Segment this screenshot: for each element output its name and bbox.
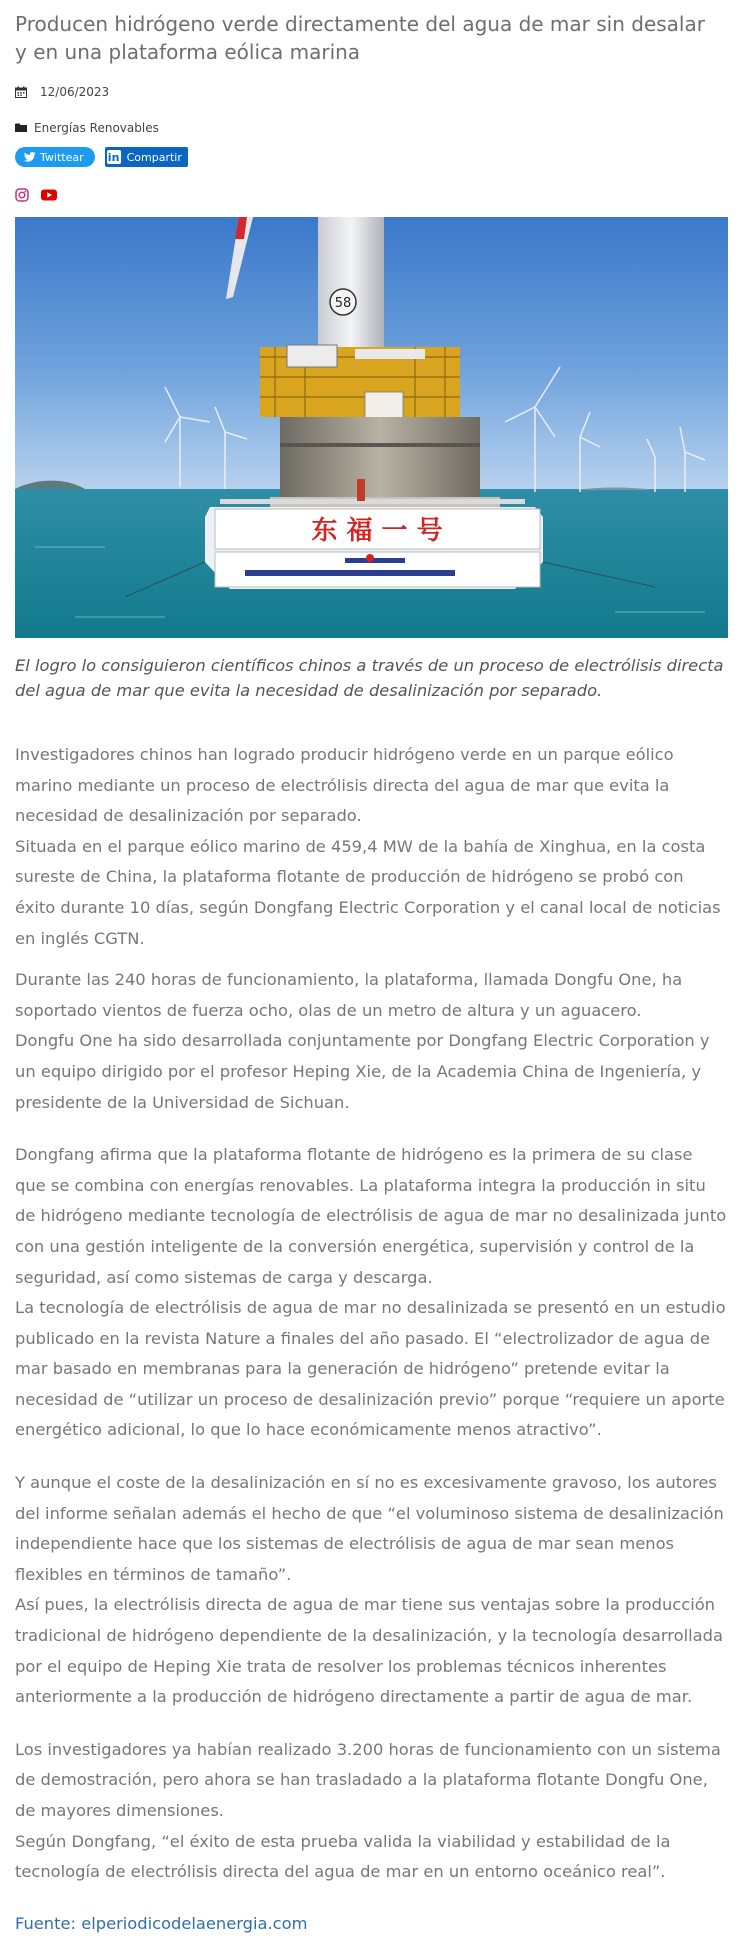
twitter-bird-icon — [24, 152, 36, 162]
paragraph: La tecnología de electrólisis de agua de mar no desalinizada se presentó en un estudio publicado en la revista Nature a finales del año pasado. El “electrolizador de agua de mar basado en membranas para la generación de hidrógeno” pretende evitar la necesidad de “utilizar un proceso de desalinización previo” porque “requiere un aporte energético adicional, lo que lo hace económicamente menos atractivo”. — [15, 1298, 726, 1440]
date-text: 12/06/2023 — [40, 85, 110, 99]
tower-number: 58 — [334, 296, 352, 311]
paragraph: Situada en el parque eólico marino de 459,4 MW de la bahía de Xinghua, en la costa sureste de China, la plataforma flotante de producción de hidrógeno se probó con éxito durante 10 días, según Dongfang Electric Corporation y el canal local de noticias en inglés CGTN. — [15, 836, 721, 948]
image-caption: El logro lo consiguieron científicos chinos a través de un proceso de electrólisis directa del agua de mar que evita la necesidad de desalinización por separado. — [15, 656, 724, 700]
category-link[interactable]: Energías Renovables — [34, 121, 159, 135]
social-links — [15, 185, 727, 205]
paragraph: Dongfu One ha sido desarrollada conjuntamente por Dongfang Electric Corporation y un equipo dirigido por el profesor Heping Xie, de la Academia China de Ingeniería, y presidente de la Universidad de Sichuan. — [15, 1031, 710, 1112]
article-title: Producen hidrógeno verde directamente del agua de mar sin desalar y en una plataforma eólica marina — [15, 12, 705, 64]
youtube-icon[interactable] — [41, 189, 57, 201]
linkedin-share-button[interactable] — [105, 147, 188, 167]
platform-lettering: 东 福 一 号 — [311, 516, 443, 546]
paragraph: Dongfang afirma que la plataforma flotante de hidrógeno es la primera de su clase que se combina con energías renovables. La plataforma integra la producción in situ de hidrógeno mediante tecnología de electrólisis de agua de mar no desalinizada junto con una gestión inteligente de la conversión energética, supervisión y control de la seguridad, así como sistemas de carga y descarga. — [15, 1145, 727, 1287]
linkedin-share-label: Compartir — [126, 150, 182, 164]
paragraph: Así pues, la electrólisis directa de agua de mar tiene sus ventajas sobre la producción tradicional de hidrógeno dependiente de la desalinización, y la tecnología desarrollada por el equipo de Heping Xie trata de resolver los problemas técnicos inherentes anteriormente a la producción de hidrógeno directamente a partir de agua de mar. — [15, 1595, 723, 1707]
hero-image — [15, 217, 728, 638]
article-category[interactable] — [15, 118, 727, 138]
paragraph: Según Dongfang, “el éxito de esta prueba valida la viabilidad y estabilidad de la tecnología de electrólisis directa del agua de mar en un entorno oceánico real”. — [15, 1831, 671, 1882]
calendar-icon — [15, 86, 27, 98]
paragraph: Y aunque el coste de la desalinización en sí no es excesivamente gravoso, los autores del informe señalan además el hecho de que “el voluminoso sistema de desalinización independiente hace que los sistemas de electrólisis de agua de mar sean menos flexibles en términos de tamaño”. — [15, 1473, 724, 1584]
twitter-share-label: Twittear — [40, 150, 84, 164]
paragraph: Investigadores chinos han logrado producir hidrógeno verde en un parque eólico marino mediante un proceso de electrólisis directa del agua de mar que evita la necesidad de desalinización por separado. — [15, 745, 674, 826]
article-date — [15, 82, 727, 102]
folder-icon — [15, 122, 27, 134]
instagram-icon[interactable] — [15, 188, 29, 202]
twitter-share-button[interactable] — [15, 147, 95, 167]
article-body — [15, 740, 728, 1888]
share-bar — [15, 147, 727, 167]
linkedin-icon: in — [107, 150, 120, 164]
source-link[interactable]: Fuente: elperiodicodelaenergia.com — [15, 1913, 308, 1933]
paragraph: Los investigadores ya habían realizado 3.200 horas de funcionamiento con un sistema de demostración, pero ahora se han trasladado a la plataforma flotante Dongfu One, de mayores dimensiones. — [15, 1739, 721, 1820]
paragraph: Durante las 240 horas de funcionamiento, la plataforma, llamada Dongfu One, ha soportado vientos de fuerza ocho, olas de un metro de altura y un aguacero. — [15, 970, 683, 1020]
